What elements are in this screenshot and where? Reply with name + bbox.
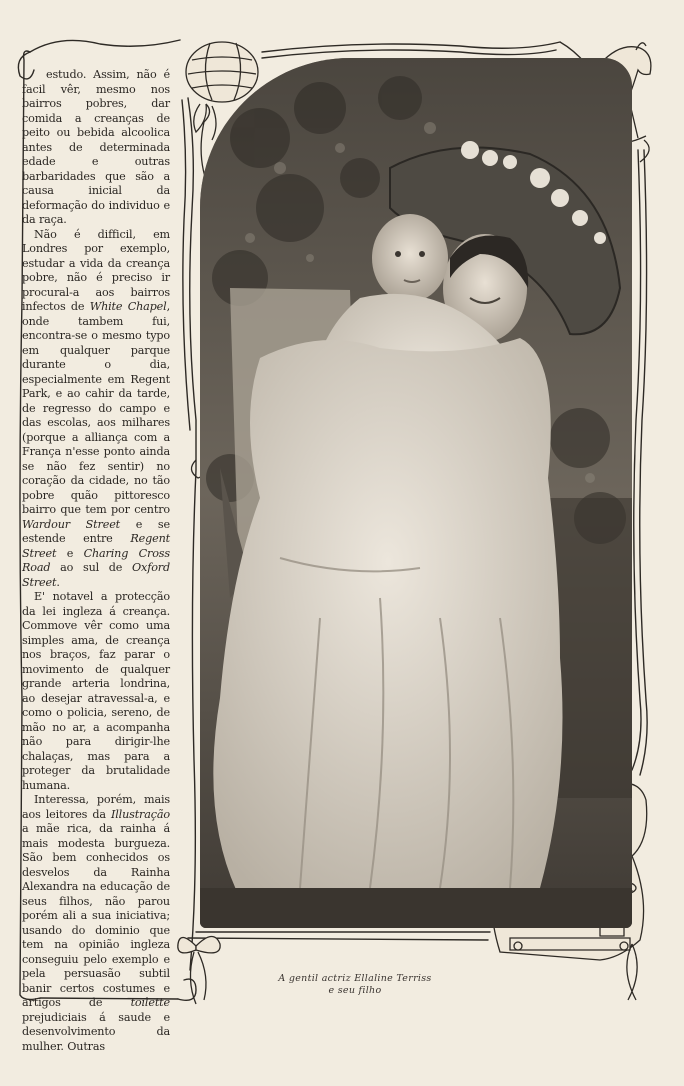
text-run: a mãe rica, da rainha á mais modesta burgueza. São bem conhecidos os desvelos da Rainha Alexandra na educação de seus filhos, não parou porém ali a sua iniciativa; usando do dominio que tem na opinião ingleza conseguiu pelo exemplo e pela persuasão subtil banir certos costumes e artigos de: [22, 822, 170, 1009]
text-run: E' notavel a protecção da lei ingleza á creança. Commove vêr como uma simples ama, de creança nos braços, faz parar o movimento de qualquer grande arteria londrina, ao desejar atravessal-a, e como o policia, sereno, de mão no ar, a acompanha não para dirigir-lhe chalaças, mas para a proteger da brutalidade humana.: [22, 590, 170, 792]
text-run: estudo. Assim, não é facil vêr, mesmo nos bairros pobres, dar comida a creanças de peito ou bebida alcoolica antes de determinada edade e outras barbaridades que são a causa inicial da deformação do individuo e da raça.: [22, 68, 170, 226]
article-paragraph: [22, 68, 170, 228]
italic-term: toilette: [130, 996, 170, 1009]
photo-caption: [230, 973, 480, 997]
italic-term: Oxford Street: [22, 561, 170, 589]
text-run: e se estende entre: [22, 517, 170, 545]
italic-term: Regent Street: [22, 532, 170, 560]
article-text-column: [22, 68, 170, 1053]
article-paragraph: [22, 793, 170, 1054]
article-paragraph: [22, 228, 170, 591]
italic-term: Wardour Street: [22, 517, 121, 531]
text-run: Não é difficil, em Londres por exemplo, estudar a vida da creança pobre, não é preciso ir procural-a aos bairros infectos de: [22, 227, 170, 313]
ribbon-bow-icon: [178, 936, 220, 1004]
article-paragraph: [22, 590, 170, 793]
photograph: [200, 58, 632, 928]
italic-term: Charing Cross Road: [22, 546, 170, 574]
text-run: e: [56, 546, 84, 560]
italic-term: Illustração: [110, 807, 170, 821]
caption-line-1: A gentil actriz Ellaline Terriss: [278, 973, 432, 984]
text-run: prejudiciais á saude e desenvolvimento da mulher. Outras: [22, 1010, 170, 1053]
caption-line-2: e seu filho: [328, 985, 382, 996]
text-run: , onde tambem fui, encontra-se o mesmo typo em qualquer parque durante o dia, especialmente em Regent Park, e ao cahir da tarde, de regresso do campo e das escolas, aos milhares (porque a alliança com a França n'esse ponto ainda se não fez sentir) no coração da cidade, no tão pobre quão pittoresco bairro que tem por centro: [22, 300, 170, 516]
italic-term: White Chapel: [89, 300, 167, 313]
text-run: Interessa, porém, mais aos leitores da: [22, 793, 170, 821]
text-run: .: [56, 575, 60, 589]
text-run: ao sul de: [50, 561, 133, 574]
